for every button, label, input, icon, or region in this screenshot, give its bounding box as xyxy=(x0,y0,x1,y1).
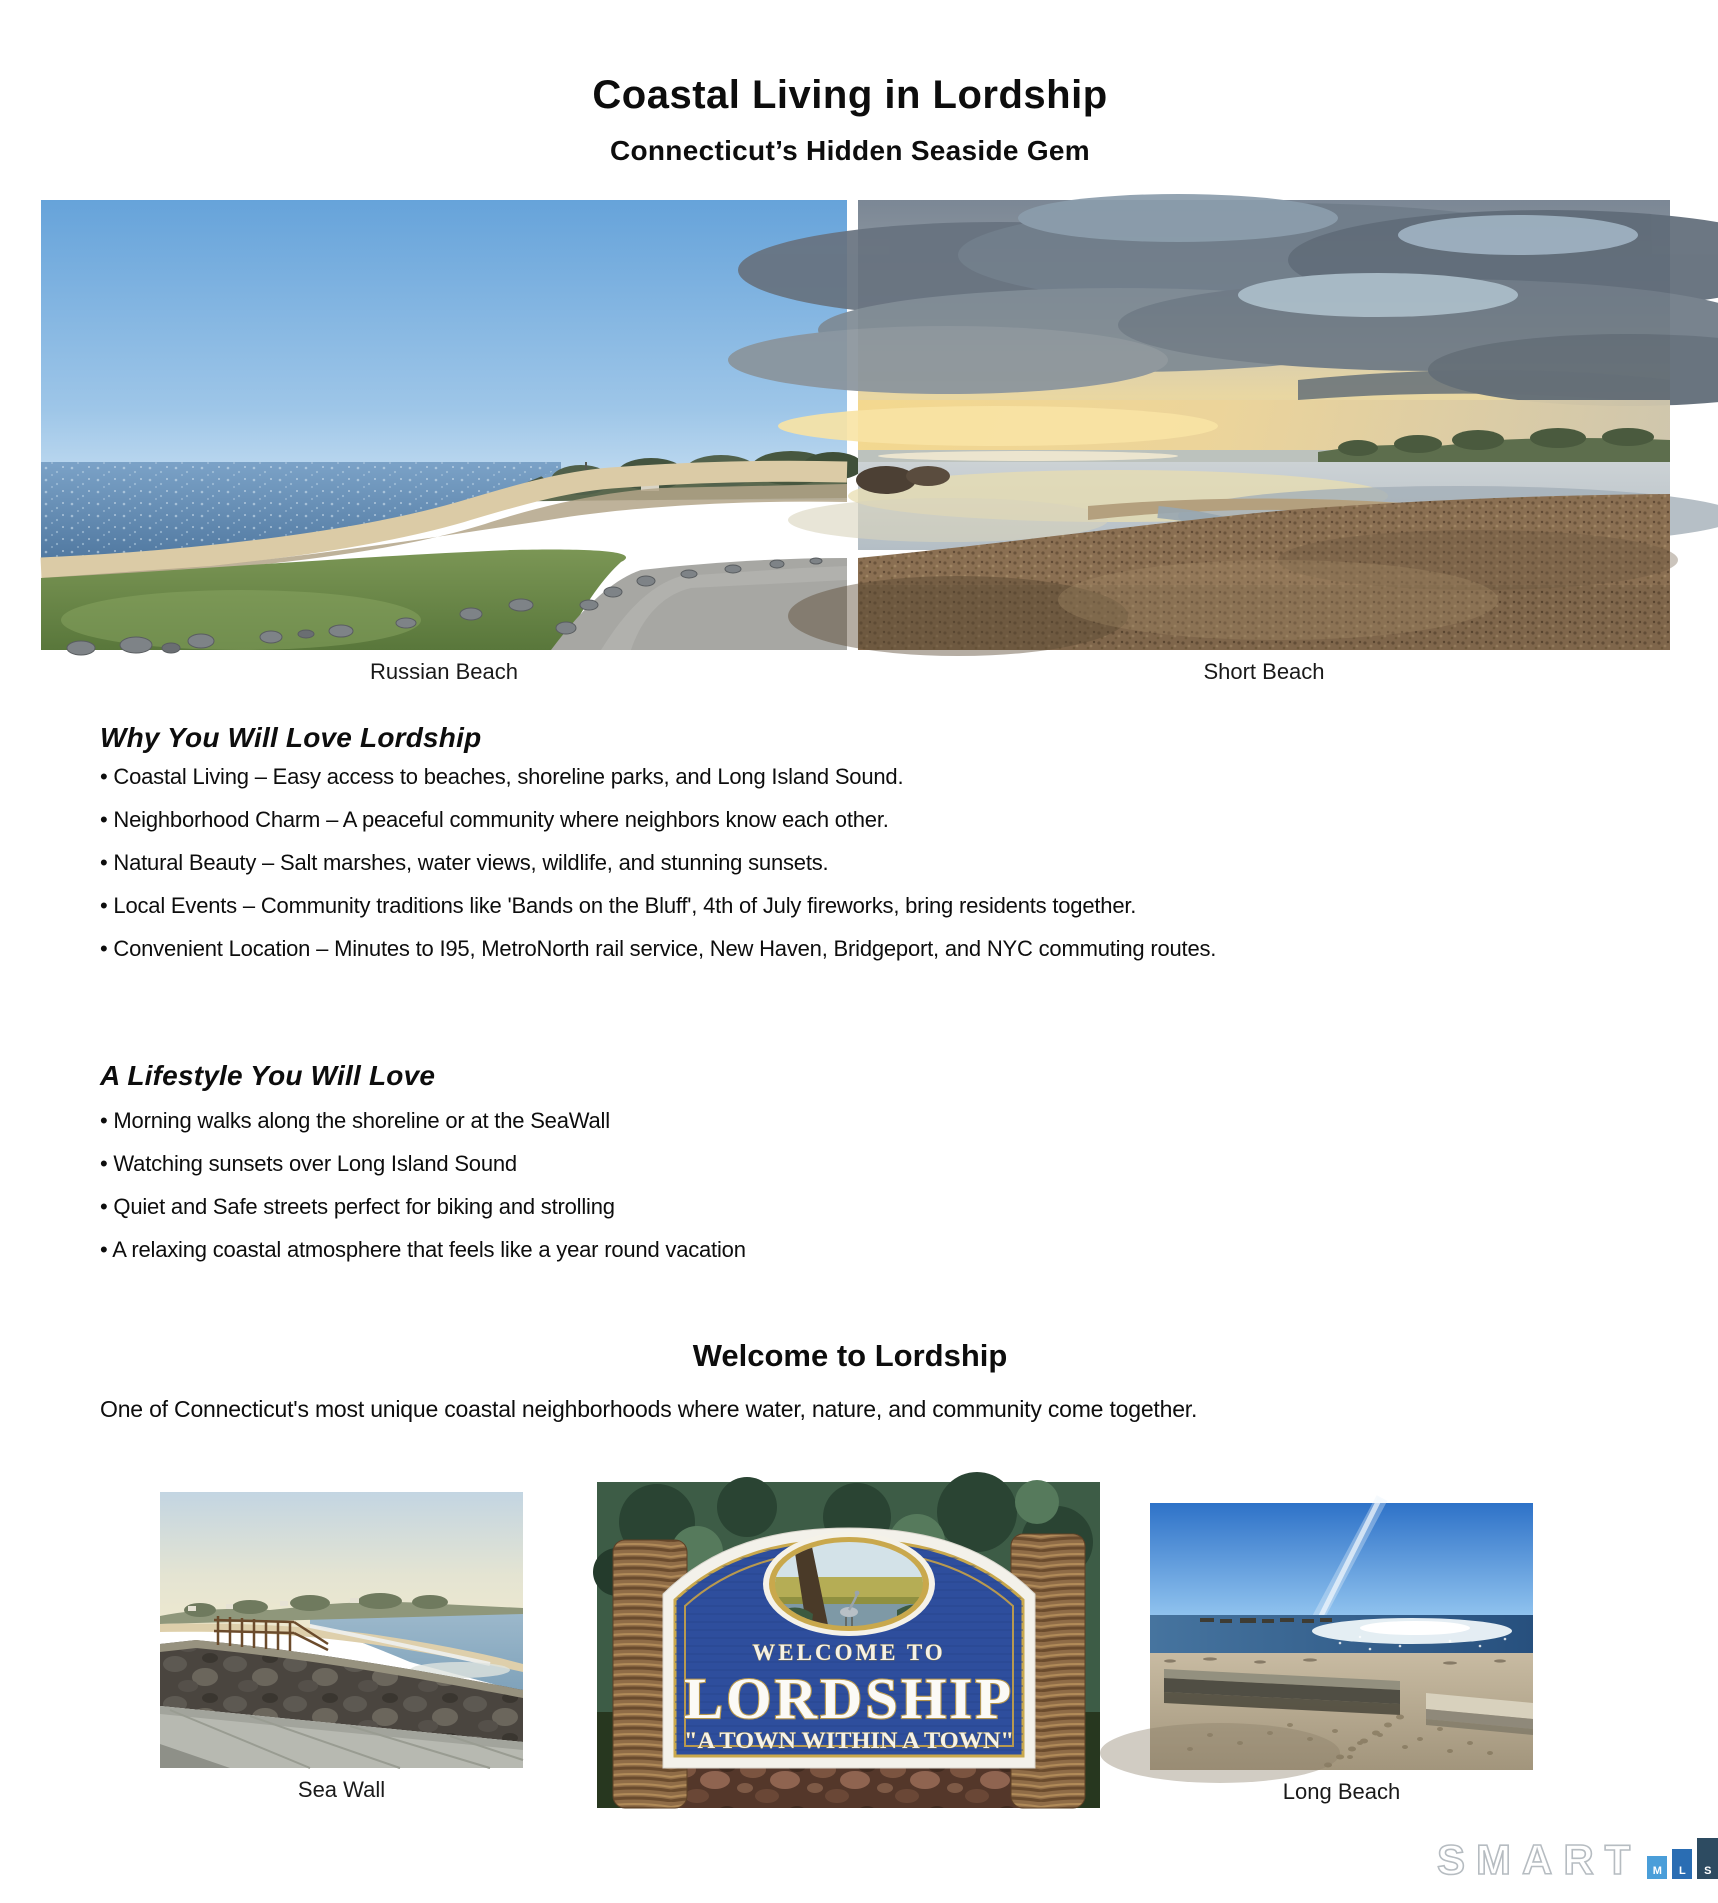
sign-line1: WELCOME TO xyxy=(752,1640,946,1665)
welcome-heading: Welcome to Lordship xyxy=(692,1338,1008,1373)
mls-bar-s: S xyxy=(1697,1838,1718,1879)
lifestyle-bullet-list xyxy=(100,1106,1315,1278)
why-bullet-list xyxy=(100,762,1315,977)
bullet-item: • A relaxing coastal atmosphere that feels like a year round vacation xyxy=(100,1235,1315,1264)
smart-mls-wordmark: SMART xyxy=(1437,1835,1642,1883)
short-beach-image xyxy=(858,200,1670,650)
welcome-paragraph: One of Connecticut's most unique coastal neighborhoods where water, nature, and community come together. xyxy=(100,1396,1198,1422)
page-subtitle: Connecticut’s Hidden Seaside Gem xyxy=(609,135,1090,167)
lordship-sign-image xyxy=(597,1482,1100,1808)
bullet-item: • Morning walks along the shoreline or at the SeaWall xyxy=(100,1106,1315,1135)
photo-caption-russian-beach: Russian Beach xyxy=(370,659,518,684)
sign-line3: "A TOWN WITHIN A TOWN" xyxy=(684,1728,1014,1753)
section-heading-why: Why You Will Love Lordship xyxy=(100,722,482,753)
bullet-item: • Convenient Location – Minutes to I95, MetroNorth rail service, New Haven, Bridgeport, and NYC commuting routes. xyxy=(100,934,1315,963)
bullet-item: • Neighborhood Charm – A peaceful community where neighbors know each other. xyxy=(100,805,1315,834)
smart-mls-logo xyxy=(1437,1835,1718,1883)
bullet-item: • Watching sunsets over Long Island Sound xyxy=(100,1149,1315,1178)
sea-wall-image xyxy=(160,1492,523,1768)
photo-sea-wall xyxy=(160,1492,523,1803)
mls-bars xyxy=(1647,1838,1718,1879)
photo-short-beach xyxy=(858,200,1670,685)
mls-bar-l: L xyxy=(1672,1849,1692,1879)
mls-bar-m: M xyxy=(1647,1856,1667,1879)
sky xyxy=(1150,1503,1533,1615)
photo-caption-sea-wall: Sea Wall xyxy=(297,1777,386,1802)
sky xyxy=(41,200,847,500)
long-beach-image xyxy=(1150,1503,1533,1770)
bullet-item: • Natural Beauty – Salt marshes, water views, wildlife, and stunning sunsets. xyxy=(100,848,1315,877)
page-title: Coastal Living in Lordship xyxy=(592,72,1108,117)
photo-caption-short-beach: Short Beach xyxy=(1203,659,1325,684)
sign-line2: LORDSHIP xyxy=(684,1666,1014,1731)
bullet-item: • Local Events – Community traditions like 'Bands on the Bluff', 4th of July fireworks, bring residents together. xyxy=(100,891,1315,920)
bullet-item: • Coastal Living – Easy access to beaches, shoreline parks, and Long Island Sound. xyxy=(100,762,1315,791)
photo-long-beach xyxy=(1150,1503,1533,1805)
russian-beach-image xyxy=(41,200,847,650)
bullet-item: • Quiet and Safe streets perfect for biking and strolling xyxy=(100,1192,1315,1221)
photo-russian-beach xyxy=(41,200,847,685)
section-heading-lifestyle: A Lifestyle You Will Love xyxy=(100,1060,436,1091)
photo-caption-long-beach: Long Beach xyxy=(1282,1779,1401,1804)
photo-lordship-sign xyxy=(597,1482,1100,1808)
sign-panel xyxy=(663,1528,1035,1768)
